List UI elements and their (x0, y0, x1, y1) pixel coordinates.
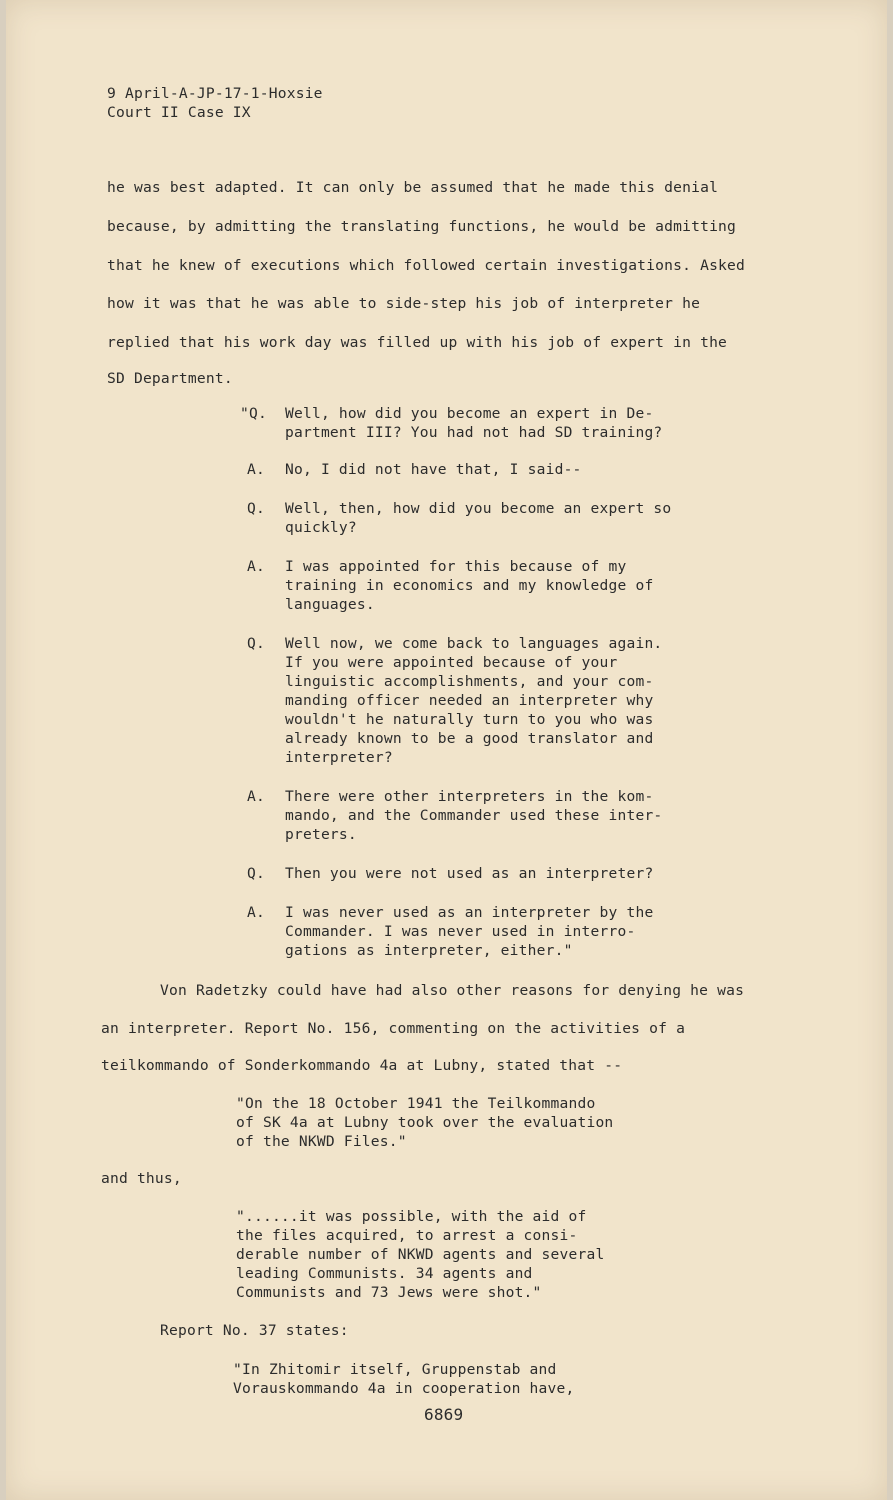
qa-line: I was appointed for this because of my (285, 558, 627, 575)
para2-line: teilkommando of Sonderkommando 4a at Lubny, stated that -- (101, 1057, 623, 1074)
qa-line: I was never used as an interpreter by the (285, 904, 654, 921)
report-line: Report No. 37 states: (160, 1322, 349, 1339)
para2-line: Von Radetzky could have had also other reasons for denying he was (160, 982, 745, 999)
qa-line: quickly? (285, 519, 357, 536)
qa-line: already known to be a good translator and (285, 730, 654, 747)
qa-line: partment III? You had not had SD training? (285, 424, 663, 441)
page-number: 6869 (424, 1405, 464, 1424)
qa-line: Well, how did you become an expert in De- (285, 405, 654, 422)
quote1-line: "On the 18 October 1941 the Teilkommando (236, 1095, 596, 1112)
qa-line: preters. (285, 826, 357, 843)
qa-line: Then you were not used as an interpreter? (285, 865, 654, 882)
quote3-line: "In Zhitomir itself, Gruppenstab and (233, 1361, 557, 1378)
quote2-line: the files acquired, to arrest a consi- (236, 1227, 578, 1244)
qa-line: manding officer needed an interpreter why (285, 692, 654, 709)
para2-line: an interpreter. Report No. 156, commenting on the activities of a (101, 1020, 686, 1037)
qa-mark: "Q. (240, 405, 267, 422)
quote3-line: Vorauskommando 4a in cooperation have, (233, 1380, 575, 1397)
para1-line: because, by admitting the translating functions, he would be admitting (107, 218, 737, 235)
qa-line: linguistic accomplishments, and your com- (285, 673, 654, 690)
header-line-2: Court II Case IX (107, 104, 251, 121)
and-thus: and thus, (101, 1170, 182, 1187)
para1-line: that he knew of executions which followed certain investigations. Asked (107, 257, 746, 274)
quote2-line: derable number of NKWD agents and several (236, 1246, 605, 1263)
qa-line: mando, and the Commander used these inter- (285, 807, 663, 824)
qa-line: Well now, we come back to languages again. (285, 635, 663, 652)
qa-line: If you were appointed because of your (285, 654, 618, 671)
header-line-1: 9 April-A-JP-17-1-Hoxsie (107, 85, 323, 102)
para1-line: replied that his work day was filled up with his job of expert in the (107, 334, 728, 351)
document-page (6, 0, 887, 1500)
qa-line: gations as interpreter, either." (285, 942, 573, 959)
quote2-line: Communists and 73 Jews were shot." (236, 1284, 542, 1301)
qa-line: There were other interpreters in the kom- (285, 788, 654, 805)
qa-mark: A. (247, 788, 265, 805)
qa-line: interpreter? (285, 749, 393, 766)
qa-line: wouldn't he naturally turn to you who was (285, 711, 654, 728)
qa-line: Commander. I was never used in interro- (285, 923, 636, 940)
qa-line: training in economics and my knowledge of (285, 577, 654, 594)
qa-mark: Q. (247, 635, 265, 652)
qa-line: Well, then, how did you become an expert so (285, 500, 672, 517)
qa-mark: A. (247, 904, 265, 921)
quote1-line: of the NKWD Files." (236, 1133, 407, 1150)
quote2-line: leading Communists. 34 agents and (236, 1265, 533, 1282)
qa-mark: A. (247, 461, 265, 478)
qa-mark: A. (247, 558, 265, 575)
para1-line: SD Department. (107, 370, 233, 387)
qa-mark: Q. (247, 865, 265, 882)
qa-line: languages. (285, 596, 375, 613)
quote2-line: "......it was possible, with the aid of (236, 1208, 587, 1225)
para1-line: he was best adapted. It can only be assumed that he made this denial (107, 179, 719, 196)
quote1-line: of SK 4a at Lubny took over the evaluation (236, 1114, 614, 1131)
qa-mark: Q. (247, 500, 265, 517)
qa-line: No, I did not have that, I said-- (285, 461, 582, 478)
para1-line: how it was that he was able to side-step his job of interpreter he (107, 295, 701, 312)
